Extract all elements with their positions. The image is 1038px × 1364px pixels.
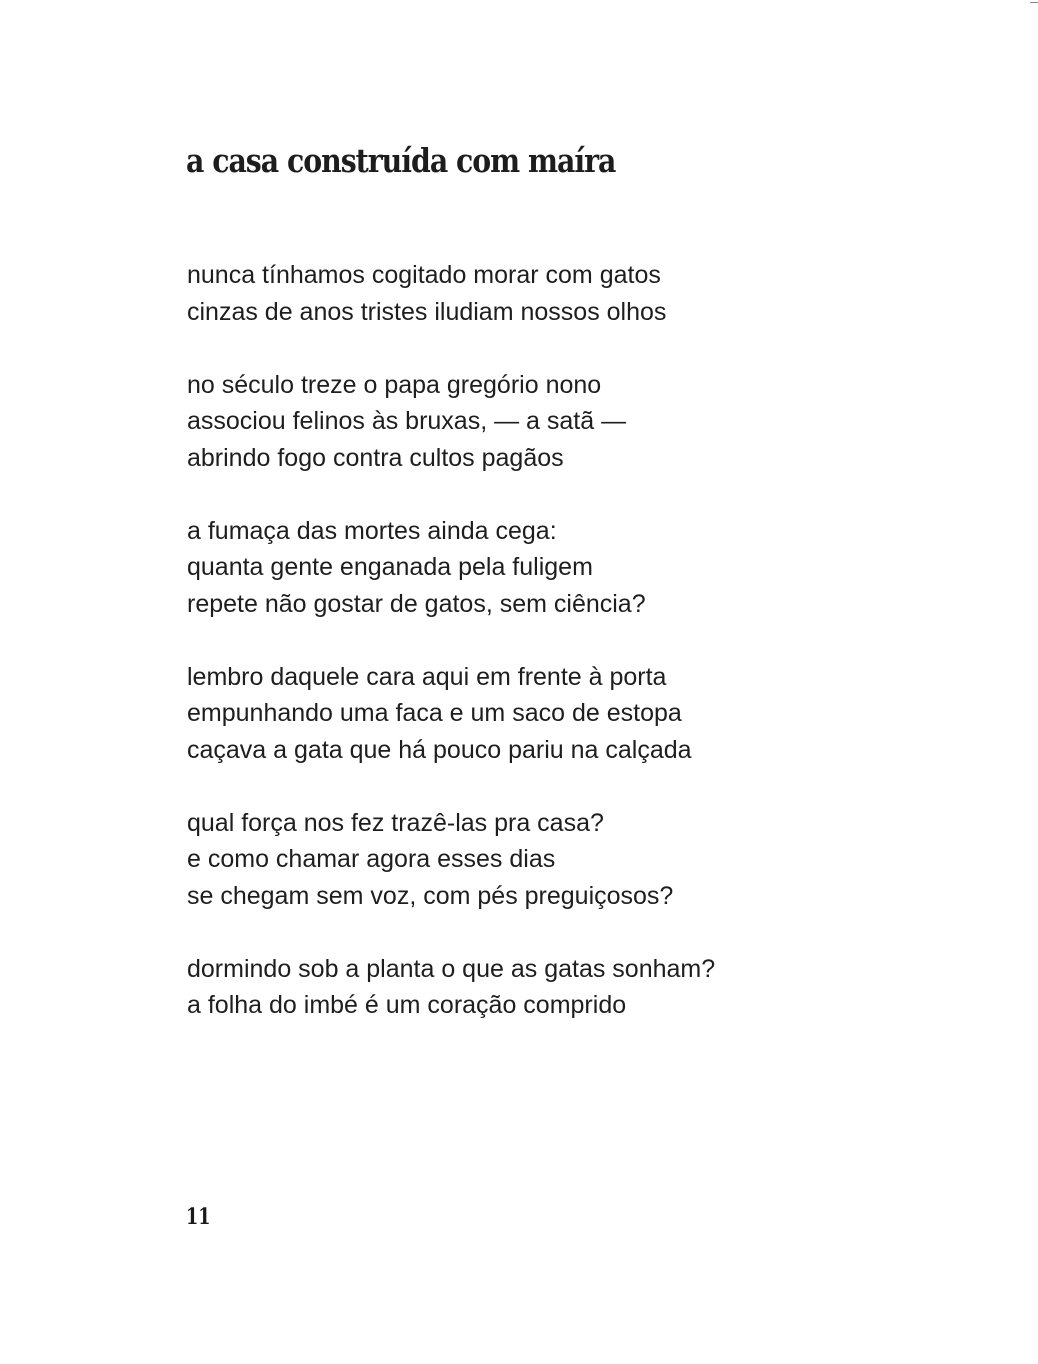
page-number: 11 [186, 1204, 211, 1230]
corner-mark [1030, 2, 1038, 3]
stanza-3 [187, 513, 827, 623]
poem-line: quanta gente enganada pela fuligem [187, 553, 593, 581]
poem-line: qual força nos fez trazê-las pra casa? [187, 808, 604, 837]
stanza-1 [187, 257, 827, 330]
poem-line: e como chamar agora esses dias [187, 845, 556, 873]
stanza-5 [187, 805, 827, 915]
poem-line: se chegam sem voz, com pés preguiçosos? [187, 881, 674, 910]
poem-line: empunhando uma faca e um saco de estopa [187, 699, 682, 727]
poem-line: no século treze o papa gregório nono [187, 370, 602, 399]
poem-line: cinzas de anos tristes iludiam nossos olhos [187, 297, 667, 326]
stanza-2 [187, 367, 827, 477]
poem-line: dormindo sob a planta o que as gatas sonham? [187, 954, 716, 983]
stanza-6 [187, 951, 827, 1024]
poem-line: associou felinos às bruxas, — a satã — [187, 407, 627, 435]
poem-line: caçava a gata que há pouco pariu na calçada [187, 735, 692, 764]
poem-line: a folha do imbé é um coração comprido [187, 991, 627, 1019]
poem-line: a fumaça das mortes ainda cega: [187, 516, 557, 545]
poem-line: repete não gostar de gatos, sem ciência? [187, 589, 646, 618]
poem-line: nunca tínhamos cogitado morar com gatos [187, 261, 661, 289]
poem-body [187, 257, 827, 1024]
poem-line: lembro daquele cara aqui em frente à porta [187, 662, 667, 691]
poem-line: abrindo fogo contra cultos pagãos [187, 443, 564, 472]
poem-title: a casa construída com maíra [186, 141, 616, 180]
stanza-4 [187, 659, 827, 769]
